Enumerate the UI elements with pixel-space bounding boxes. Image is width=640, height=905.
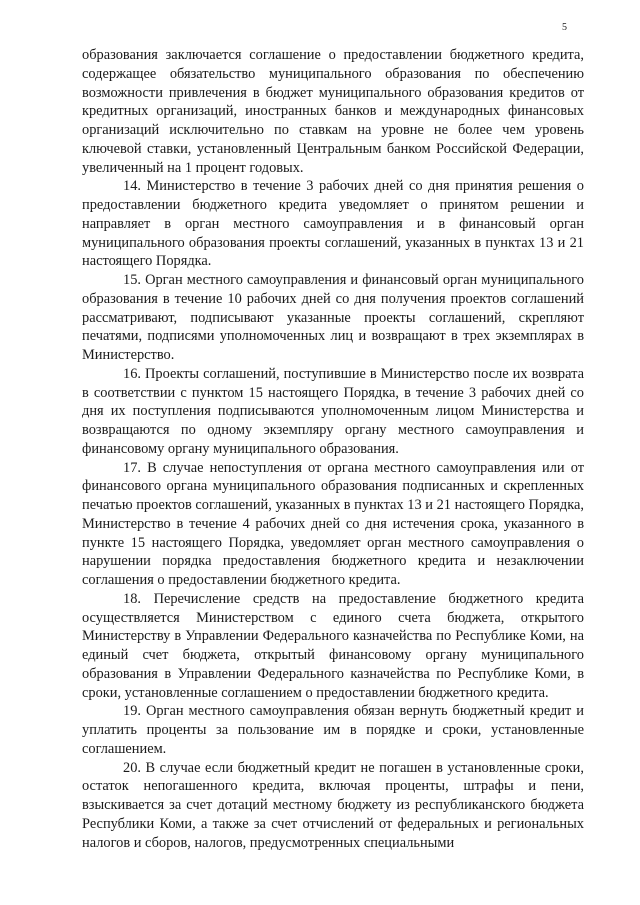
paragraph-20: 20. В случае если бюджетный кредит не погашен в установленные сроки, остаток непогашенного кредита, включая проценты, штрафы и пени, взыскивается за счет дотаций местному бюджету из республиканского бюджета Республики Коми, а также за счет отчислений от федеральных и региональных налогов и сборов, налогов, предусмотренных специальными — [82, 759, 584, 851]
paragraph-17: 17. В случае непоступления от органа местного самоуправления или от финансового органа муниципального образования подписанных и скрепленных печатью проектов соглашений, указанных в пунктах 13 и 21 настоящего Порядка, Министерство в течение 4 рабочих дней со дня истечения срока, указанного в пункте 15 настоящего Порядка, уведомляет орган местного самоуправления о нарушении порядка предоставления бюджетного кредита и незаключении соглашения о предоставлении бюджетного кредита. — [82, 459, 584, 588]
paragraph-16: 16. Проекты соглашений, поступившие в Министерство после их возврата в соответствии с пунктом 15 настоящего Порядка, в течение 3 рабочих дней со дня их поступления подписываются уполномоченным лицом Министерства и возвращаются по одному экземпляру органу местного самоуправления и финансовому органу муниципального образования. — [82, 365, 584, 457]
document-body — [82, 46, 584, 852]
page-number: 5 — [562, 22, 567, 33]
paragraph-18: 18. Перечисление средств на предоставление бюджетного кредита осуществляется Министерством с единого счета бюджета, открытого Министерству в Управлении Федерального казначейства по Республике Коми, на единый счет бюджета, открытый финансовому органу муниципального образования в Управлении Федерального казначейства по Республике Коми, в сроки, установленные соглашением о предоставлении бюджетного кредита. — [82, 590, 584, 701]
paragraph-14: 14. Министерство в течение 3 рабочих дней со дня принятия решения о предоставлении бюджетного кредита уведомляет о принятом решении и направляет в орган местного самоуправления и в финансовый орган муниципального образования проекты соглашений, указанных в пунктах 13 и 21 настоящего Порядка. — [82, 178, 584, 270]
paragraph-15: 15. Орган местного самоуправления и финансовый орган муниципального образования в течение 10 рабочих дней со дня получения проектов соглашений рассматривают, подписывают указанные проекты соглашений, скрепляют печатями, подписями уполномоченных лиц и возвращают в трех экземплярах в Министерство. — [82, 272, 584, 363]
paragraph-continuation: образования заключается соглашение о предоставлении бюджетного кредита, содержащее обязательство муниципального образования по обеспечению возможности привлечения в бюджет муниципального образования кредитов от кредитных организаций, иностранных банков и международных финансовых организаций исключительно по ставкам на уровне не более чем уровень ключевой ставки, установленный Центральным банком Российской Федерации, увеличенный на 1 процент годовых. — [82, 47, 584, 176]
paragraph-19: 19. Орган местного самоуправления обязан вернуть бюджетный кредит и уплатить проценты за пользование им в порядке и сроки, установленные соглашением. — [82, 703, 584, 757]
